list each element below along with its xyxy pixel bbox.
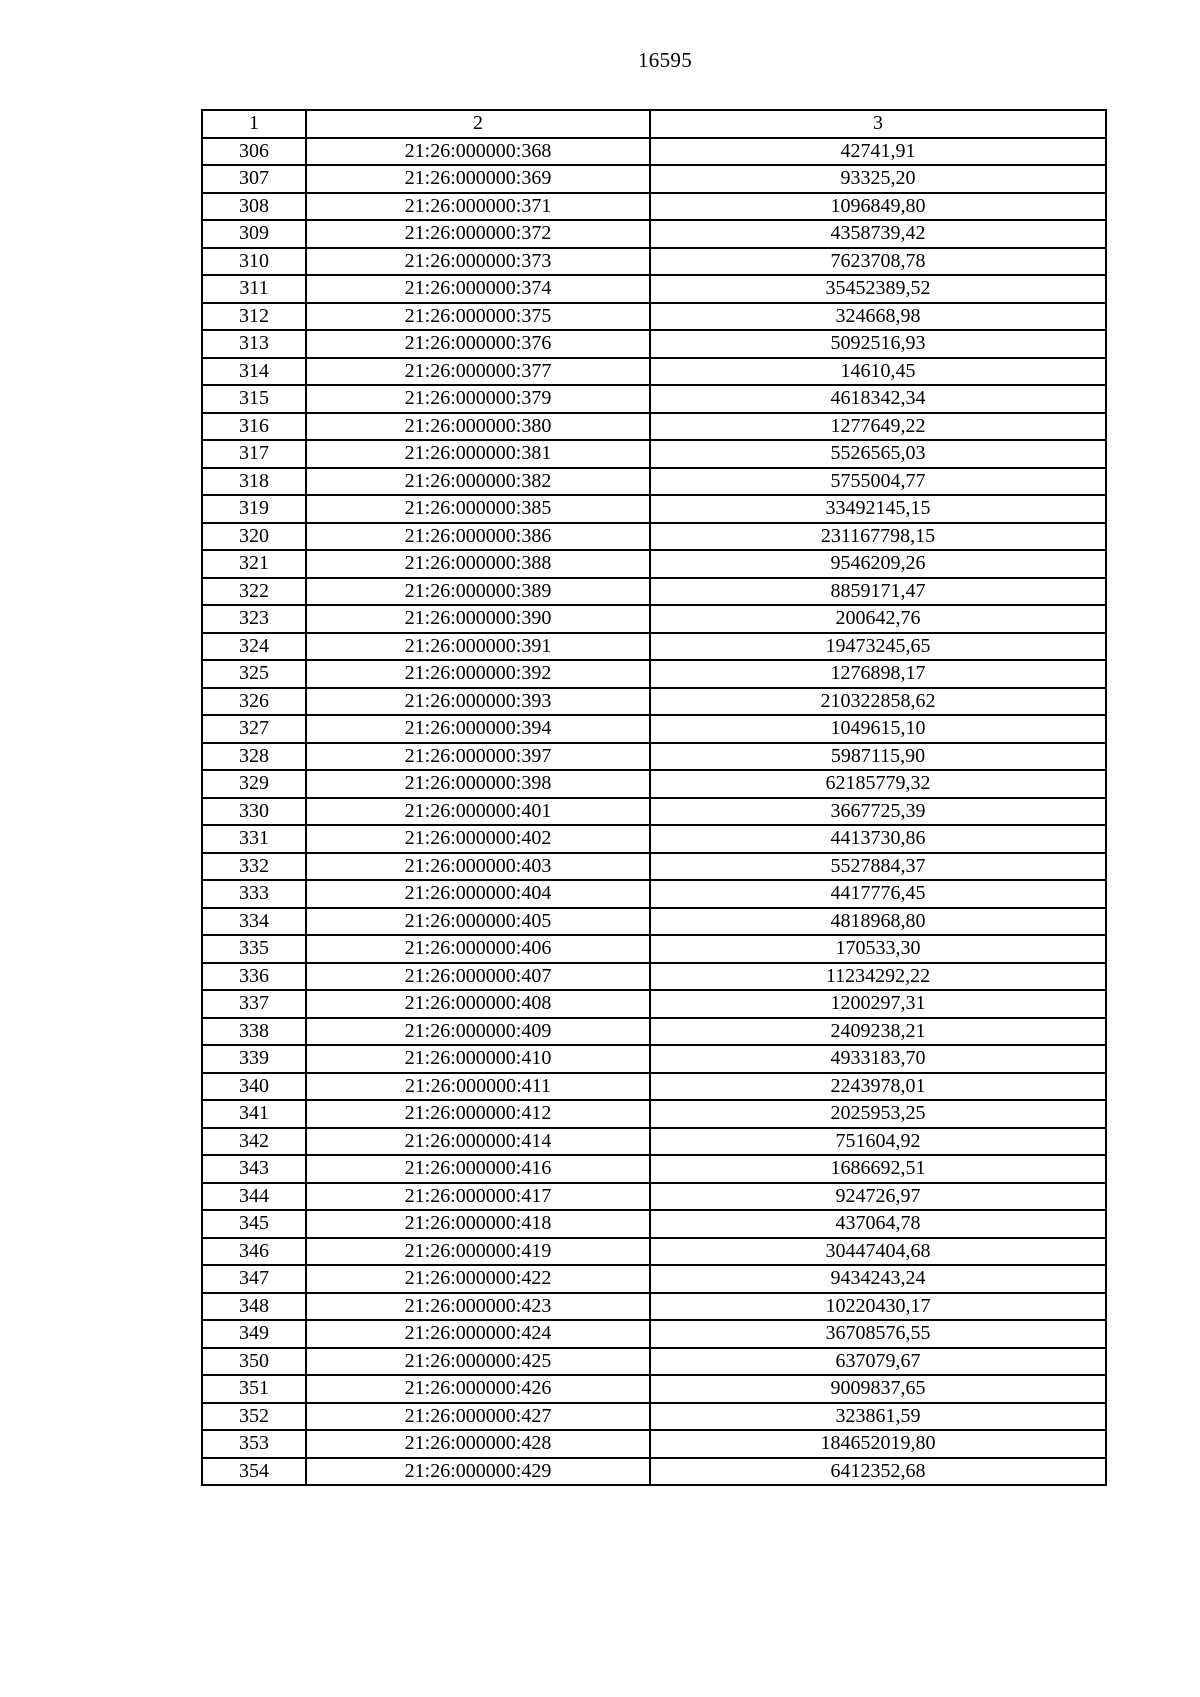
cadastral-number-cell: 21:26:000000:426 [306,1375,650,1403]
table-row [202,1045,1106,1073]
value-cell: 5526565,03 [650,440,1106,468]
table-row [202,495,1106,523]
cadastral-number-cell: 21:26:000000:376 [306,330,650,358]
value-cell: 4818968,80 [650,908,1106,936]
table-row [202,880,1106,908]
table-row [202,413,1106,441]
value-cell: 5755004,77 [650,468,1106,496]
table-row [202,1293,1106,1321]
table-row [202,358,1106,386]
row-number-cell: 332 [202,853,306,881]
value-cell: 4413730,86 [650,825,1106,853]
value-cell: 1277649,22 [650,413,1106,441]
row-number-cell: 316 [202,413,306,441]
table-row [202,440,1106,468]
cadastral-number-cell: 21:26:000000:393 [306,688,650,716]
row-number-cell: 344 [202,1183,306,1211]
table-row [202,908,1106,936]
cadastral-number-cell: 21:26:000000:386 [306,523,650,551]
value-cell: 210322858,62 [650,688,1106,716]
value-cell: 62185779,32 [650,770,1106,798]
cadastral-number-cell: 21:26:000000:424 [306,1320,650,1348]
value-cell: 323861,59 [650,1403,1106,1431]
cadastral-number-cell: 21:26:000000:414 [306,1128,650,1156]
value-cell: 4358739,42 [650,220,1106,248]
cadastral-number-cell: 21:26:000000:390 [306,605,650,633]
value-cell: 4618342,34 [650,385,1106,413]
cadastral-number-cell: 21:26:000000:391 [306,633,650,661]
cadastral-number-cell: 21:26:000000:419 [306,1238,650,1266]
row-number-cell: 307 [202,165,306,193]
table-row [202,385,1106,413]
table-row [202,633,1106,661]
value-cell: 8859171,47 [650,578,1106,606]
table-row [202,1183,1106,1211]
cadastral-number-cell: 21:26:000000:375 [306,303,650,331]
value-cell: 184652019,80 [650,1430,1106,1458]
row-number-cell: 309 [202,220,306,248]
value-cell: 2409238,21 [650,1018,1106,1046]
value-cell: 1276898,17 [650,660,1106,688]
cadastral-number-cell: 21:26:000000:382 [306,468,650,496]
cadastral-number-cell: 21:26:000000:425 [306,1348,650,1376]
cadastral-number-cell: 21:26:000000:422 [306,1265,650,1293]
row-number-cell: 347 [202,1265,306,1293]
value-cell: 1686692,51 [650,1155,1106,1183]
row-number-cell: 306 [202,138,306,166]
table-row [202,550,1106,578]
row-number-cell: 354 [202,1458,306,1486]
row-number-cell: 331 [202,825,306,853]
value-cell: 30447404,68 [650,1238,1106,1266]
row-number-cell: 315 [202,385,306,413]
cadastral-number-cell: 21:26:000000:411 [306,1073,650,1101]
cadastral-number-cell: 21:26:000000:407 [306,963,650,991]
table-row [202,303,1106,331]
row-number-cell: 346 [202,1238,306,1266]
value-cell: 19473245,65 [650,633,1106,661]
table-row [202,605,1106,633]
value-cell: 9546209,26 [650,550,1106,578]
cadastral-number-cell: 21:26:000000:409 [306,1018,650,1046]
cadastral-number-cell: 21:26:000000:368 [306,138,650,166]
cadastral-number-cell: 21:26:000000:406 [306,935,650,963]
table-body [202,138,1106,1486]
cadastral-number-cell: 21:26:000000:374 [306,275,650,303]
row-number-cell: 348 [202,1293,306,1321]
row-number-cell: 319 [202,495,306,523]
cadastral-number-cell: 21:26:000000:371 [306,193,650,221]
row-number-cell: 330 [202,798,306,826]
cadastral-number-cell: 21:26:000000:428 [306,1430,650,1458]
row-number-cell: 317 [202,440,306,468]
cadastral-number-cell: 21:26:000000:410 [306,1045,650,1073]
row-number-cell: 328 [202,743,306,771]
row-number-cell: 311 [202,275,306,303]
row-number-cell: 327 [202,715,306,743]
value-cell: 33492145,15 [650,495,1106,523]
table-row [202,248,1106,276]
cadastral-number-cell: 21:26:000000:405 [306,908,650,936]
value-cell: 5092516,93 [650,330,1106,358]
row-number-cell: 353 [202,1430,306,1458]
cadastral-number-cell: 21:26:000000:388 [306,550,650,578]
cadastral-number-cell: 21:26:000000:379 [306,385,650,413]
table-row [202,825,1106,853]
cadastral-number-cell: 21:26:000000:380 [306,413,650,441]
row-number-cell: 337 [202,990,306,1018]
cadastral-number-cell: 21:26:000000:381 [306,440,650,468]
table-row [202,1128,1106,1156]
row-number-cell: 340 [202,1073,306,1101]
data-table [201,109,1107,1486]
value-cell: 93325,20 [650,165,1106,193]
table-row [202,1430,1106,1458]
cadastral-number-cell: 21:26:000000:377 [306,358,650,386]
cadastral-number-cell: 21:26:000000:372 [306,220,650,248]
row-number-cell: 312 [202,303,306,331]
row-number-cell: 338 [202,1018,306,1046]
value-cell: 3667725,39 [650,798,1106,826]
value-cell: 5987115,90 [650,743,1106,771]
cadastral-number-cell: 21:26:000000:427 [306,1403,650,1431]
row-number-cell: 325 [202,660,306,688]
table-row [202,193,1106,221]
row-number-cell: 352 [202,1403,306,1431]
table-row [202,1073,1106,1101]
row-number-cell: 329 [202,770,306,798]
value-cell: 437064,78 [650,1210,1106,1238]
value-cell: 200642,76 [650,605,1106,633]
table-header-row [202,110,1106,138]
value-cell: 35452389,52 [650,275,1106,303]
row-number-cell: 323 [202,605,306,633]
row-number-cell: 334 [202,908,306,936]
row-number-cell: 351 [202,1375,306,1403]
value-cell: 1096849,80 [650,193,1106,221]
value-cell: 637079,67 [650,1348,1106,1376]
table-row [202,743,1106,771]
value-cell: 751604,92 [650,1128,1106,1156]
cadastral-number-cell: 21:26:000000:392 [306,660,650,688]
value-cell: 2025953,25 [650,1100,1106,1128]
page-number: 16595 [638,48,692,72]
table-row [202,963,1106,991]
cadastral-number-cell: 21:26:000000:373 [306,248,650,276]
cadastral-number-cell: 21:26:000000:403 [306,853,650,881]
cadastral-number-cell: 21:26:000000:416 [306,1155,650,1183]
cadastral-number-cell: 21:26:000000:402 [306,825,650,853]
value-cell: 4933183,70 [650,1045,1106,1073]
row-number-cell: 333 [202,880,306,908]
table-row [202,523,1106,551]
cadastral-number-cell: 21:26:000000:404 [306,880,650,908]
value-cell: 924726,97 [650,1183,1106,1211]
value-cell: 9434243,24 [650,1265,1106,1293]
cadastral-number-cell: 21:26:000000:429 [306,1458,650,1486]
cadastral-number-cell: 21:26:000000:412 [306,1100,650,1128]
cadastral-number-cell: 21:26:000000:401 [306,798,650,826]
cadastral-number-cell: 21:26:000000:408 [306,990,650,1018]
row-number-cell: 341 [202,1100,306,1128]
row-number-cell: 318 [202,468,306,496]
row-number-cell: 313 [202,330,306,358]
value-cell: 9009837,65 [650,1375,1106,1403]
row-number-cell: 324 [202,633,306,661]
table-row [202,1155,1106,1183]
row-number-cell: 314 [202,358,306,386]
table-row [202,853,1106,881]
value-cell: 2243978,01 [650,1073,1106,1101]
row-number-cell: 326 [202,688,306,716]
row-number-cell: 349 [202,1320,306,1348]
row-number-cell: 322 [202,578,306,606]
row-number-cell: 310 [202,248,306,276]
table-row [202,1210,1106,1238]
column-header-2: 2 [306,110,650,138]
row-number-cell: 335 [202,935,306,963]
table-row [202,660,1106,688]
column-header-1: 1 [202,110,306,138]
value-cell: 11234292,22 [650,963,1106,991]
table-row [202,1018,1106,1046]
value-cell: 4417776,45 [650,880,1106,908]
table-row [202,330,1106,358]
value-cell: 5527884,37 [650,853,1106,881]
row-number-cell: 308 [202,193,306,221]
table-row [202,688,1106,716]
cadastral-number-cell: 21:26:000000:394 [306,715,650,743]
value-cell: 7623708,78 [650,248,1106,276]
row-number-cell: 339 [202,1045,306,1073]
value-cell: 324668,98 [650,303,1106,331]
value-cell: 36708576,55 [650,1320,1106,1348]
cadastral-number-cell: 21:26:000000:389 [306,578,650,606]
cadastral-number-cell: 21:26:000000:369 [306,165,650,193]
table-row [202,715,1106,743]
table-row [202,1348,1106,1376]
table-row [202,1100,1106,1128]
row-number-cell: 321 [202,550,306,578]
row-number-cell: 320 [202,523,306,551]
value-cell: 42741,91 [650,138,1106,166]
value-cell: 14610,45 [650,358,1106,386]
table-row [202,1238,1106,1266]
table-row [202,468,1106,496]
table-row [202,1265,1106,1293]
value-cell: 6412352,68 [650,1458,1106,1486]
table-row [202,138,1106,166]
table-row [202,220,1106,248]
value-cell: 10220430,17 [650,1293,1106,1321]
row-number-cell: 345 [202,1210,306,1238]
table-row [202,935,1106,963]
column-header-3: 3 [650,110,1106,138]
table-row [202,1458,1106,1486]
row-number-cell: 350 [202,1348,306,1376]
table-row [202,165,1106,193]
cadastral-number-cell: 21:26:000000:417 [306,1183,650,1211]
table-row [202,990,1106,1018]
table-row [202,798,1106,826]
table-row [202,578,1106,606]
row-number-cell: 343 [202,1155,306,1183]
row-number-cell: 336 [202,963,306,991]
cadastral-number-cell: 21:26:000000:423 [306,1293,650,1321]
cadastral-number-cell: 21:26:000000:397 [306,743,650,771]
cadastral-number-cell: 21:26:000000:385 [306,495,650,523]
value-cell: 1200297,31 [650,990,1106,1018]
value-cell: 231167798,15 [650,523,1106,551]
table-row [202,1403,1106,1431]
cadastral-number-cell: 21:26:000000:418 [306,1210,650,1238]
row-number-cell: 342 [202,1128,306,1156]
table-row [202,1375,1106,1403]
cadastral-number-cell: 21:26:000000:398 [306,770,650,798]
table-row [202,770,1106,798]
table-row [202,275,1106,303]
value-cell: 170533,30 [650,935,1106,963]
value-cell: 1049615,10 [650,715,1106,743]
table-row [202,1320,1106,1348]
